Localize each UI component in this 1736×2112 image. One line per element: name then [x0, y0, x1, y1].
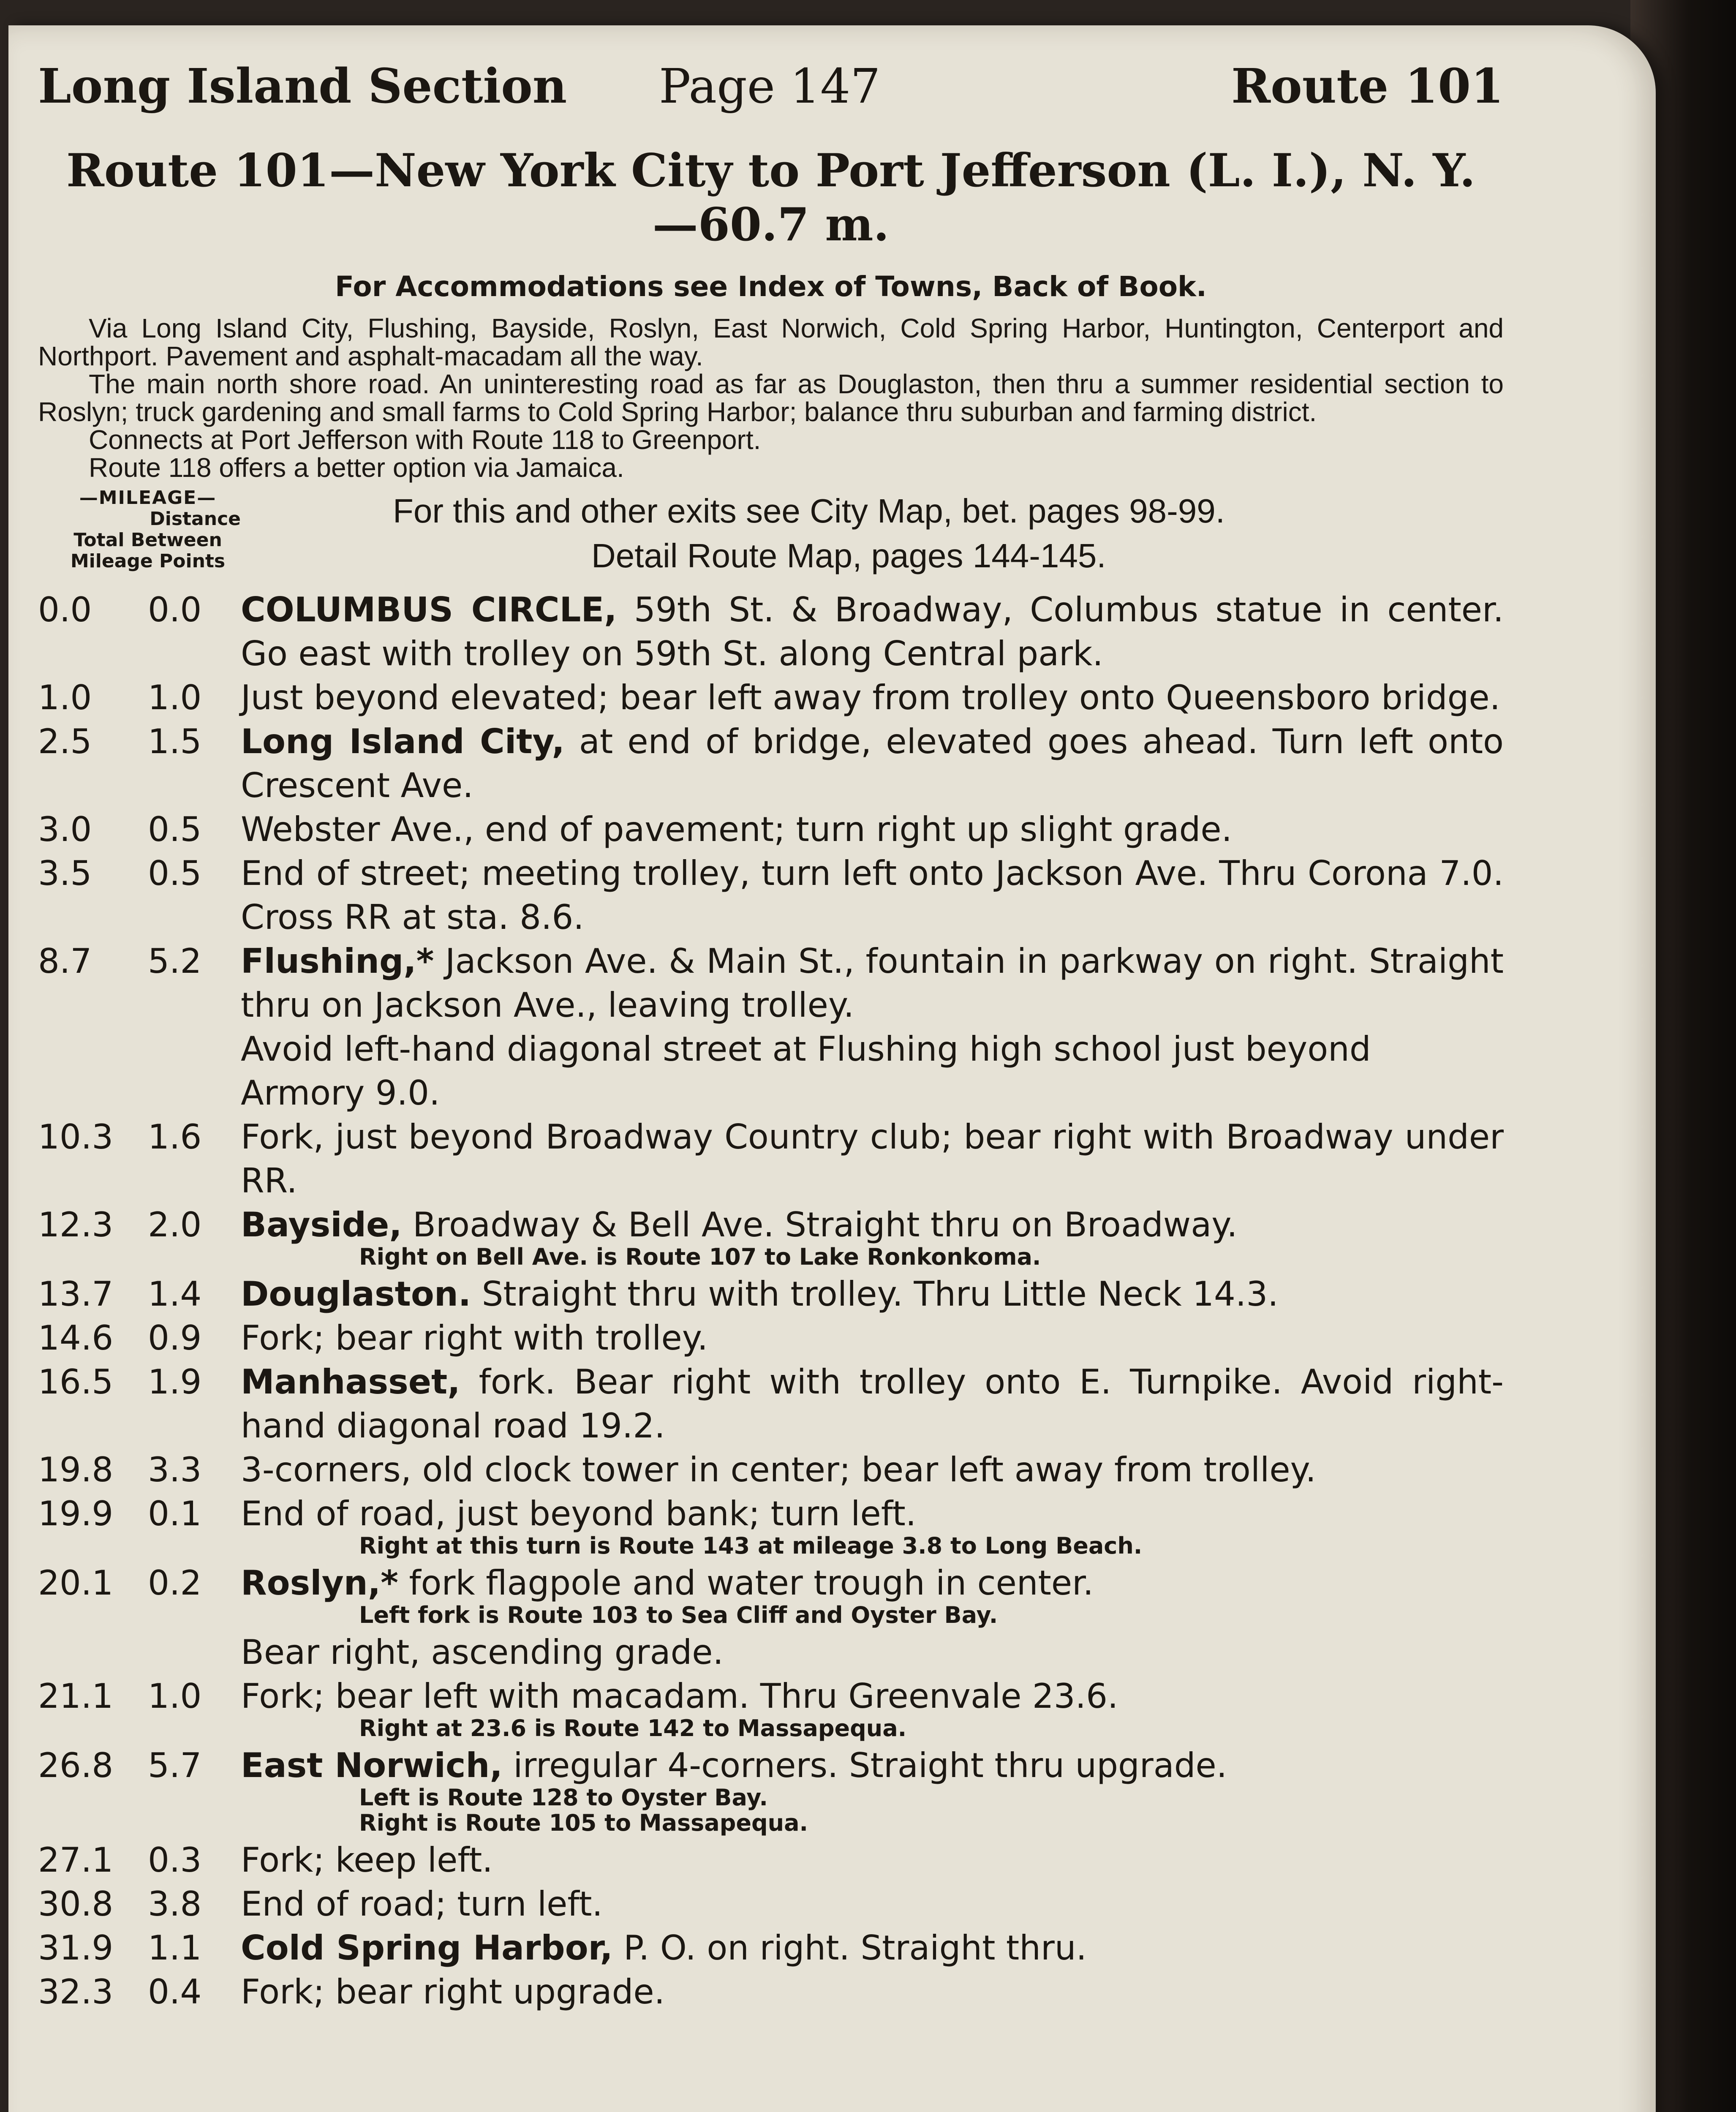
- route-side-note: Right at 23.6 is Route 142 to Massapequa.: [359, 1715, 907, 1742]
- total-mileage: 12.3: [38, 1205, 114, 1244]
- direction-text: [241, 1882, 1504, 1926]
- direction-text: [241, 1926, 1504, 1970]
- total-mileage: 21.1: [38, 1677, 114, 1716]
- direction-detail: Just beyond elevated; bear left away from trolley onto Queensboro bridge.: [241, 678, 1501, 717]
- between-mileage: 1.0: [148, 1677, 202, 1716]
- between-mileage: 0.5: [148, 854, 202, 893]
- direction-detail: Fork, just beyond Broadway Country club; bear right with Broadway under RR.: [241, 1117, 1504, 1200]
- direction-text: [241, 1115, 1504, 1203]
- between-mileage: 0.3: [148, 1840, 202, 1880]
- direction-text: [241, 1272, 1504, 1316]
- route-side-note: Right is Route 105 to Massapequa.: [359, 1810, 808, 1836]
- between-mileage: 1.5: [148, 722, 202, 761]
- place-name: Manhasset,: [241, 1362, 460, 1402]
- between-mileage: 1.9: [148, 1362, 202, 1402]
- route-row: [38, 808, 1504, 852]
- total-mileage: 31.9: [38, 1928, 114, 1968]
- direction-detail: Jackson Ave. & Main St., fountain in parkway on right. Straight thru on Jackson Ave., leaving trolley.: [241, 942, 1504, 1025]
- detail-map-note: Detail Route Map, pages 144-145.: [591, 537, 1106, 574]
- place-name: Flushing,*: [241, 942, 434, 981]
- route-row: [38, 1926, 1504, 1970]
- direction-text: [241, 1674, 1504, 1718]
- total-mileage: 26.8: [38, 1746, 114, 1785]
- intro-via: Via Long Island City, Flushing, Bayside, Roslyn, East Norwich, Cold Spring Harbor, Huntington, Centerport and Northport. Pavement and asphalt-macadam all the way.: [38, 313, 1504, 371]
- between-mileage: 5.7: [148, 1746, 202, 1785]
- direction-text: [241, 939, 1504, 1027]
- direction-detail: 59th St. & Broadway, Columbus statue in center. Go east with trolley on 59th St. along Central park.: [241, 590, 1504, 673]
- place-name: Bayside,: [241, 1205, 402, 1244]
- route-number: Route 101: [1231, 59, 1504, 114]
- between-mileage: 1.4: [148, 1274, 202, 1314]
- place-name: East Norwich,: [241, 1746, 503, 1785]
- place-name: Long Island City,: [241, 722, 565, 761]
- mileage-header: [38, 487, 1504, 585]
- direction-detail: 3-corners, old clock tower in center; bear left away from trolley.: [241, 1450, 1316, 1489]
- direction-text: [241, 1492, 1504, 1536]
- direction-detail: End of street; meeting trolley, turn left onto Jackson Ave. Thru Corona 7.0. Cross RR at sta. 8.6.: [241, 854, 1504, 937]
- route-row: [38, 1744, 1504, 1788]
- total-mileage: 16.5: [38, 1362, 114, 1402]
- route-continuation: Avoid left-hand diagonal street at Flushing high school just beyond Armory 9.0.: [241, 1029, 1371, 1113]
- route-row: [38, 676, 1504, 720]
- direction-detail: irregular 4-corners. Straight thru upgrade.: [502, 1746, 1227, 1785]
- direction-detail: Webster Ave., end of pavement; turn right up slight grade.: [241, 810, 1233, 849]
- route-row: [38, 939, 1504, 1027]
- total-mileage: 20.1: [38, 1563, 114, 1603]
- total-mileage: 27.1: [38, 1840, 114, 1880]
- total-mileage: 13.7: [38, 1274, 114, 1314]
- route-row: [38, 720, 1504, 808]
- direction-detail: Fork; bear right with trolley.: [241, 1318, 708, 1358]
- direction-text: [241, 588, 1504, 676]
- total-mileage: 14.6: [38, 1318, 114, 1358]
- route-row: [38, 852, 1504, 939]
- mileage-caption: [38, 487, 258, 572]
- between-mileage: 3.3: [148, 1450, 202, 1489]
- total-mileage: 19.8: [38, 1450, 114, 1489]
- direction-detail: End of road, just beyond bank; turn left.: [241, 1494, 917, 1533]
- between-mileage: 0.5: [148, 810, 202, 849]
- route-directions: [38, 588, 1504, 2014]
- place-name: Roslyn,*: [241, 1563, 398, 1603]
- direction-text: [241, 720, 1504, 808]
- between-mileage: 1.0: [148, 678, 202, 717]
- between-mileage: 2.0: [148, 1205, 202, 1244]
- route-title: Route 101—New York City to Port Jefferson (L. I.), N. Y. —60.7 m.: [66, 144, 1475, 251]
- page-content: [38, 55, 1504, 2014]
- between-mileage: 5.2: [148, 942, 202, 981]
- direction-detail: Fork; bear left with macadam. Thru Greenvale 23.6.: [241, 1677, 1118, 1716]
- route-side-note: Right on Bell Ave. is Route 107 to Lake Ronkonkoma.: [359, 1244, 1041, 1270]
- route-intro: [38, 314, 1504, 482]
- direction-detail: Fork; keep left.: [241, 1840, 493, 1880]
- direction-text: [241, 1838, 1504, 1882]
- direction-text: [241, 1744, 1504, 1788]
- route-row: [38, 1970, 1504, 2014]
- direction-text: [241, 1360, 1504, 1448]
- between-mileage: 0.9: [148, 1318, 202, 1358]
- route-side-note: Right at this turn is Route 143 at mileage 3.8 to Long Beach.: [359, 1532, 1143, 1559]
- direction-text: [241, 1561, 1504, 1605]
- direction-text: [241, 1970, 1504, 2014]
- route-row: [38, 1838, 1504, 1882]
- direction-detail: Fork; bear right upgrade.: [241, 1972, 665, 2011]
- place-name: Cold Spring Harbor,: [241, 1928, 613, 1968]
- intro-description: The main north shore road. An uninteresting road as far as Douglaston, then thru a summer residential section to Roslyn; truck gardening and small farms to Cold Spring Harbor; balance thru suburban and farming district.: [38, 369, 1504, 427]
- direction-detail: P. O. on right. Straight thru.: [612, 1928, 1087, 1968]
- route-row: [38, 1316, 1504, 1360]
- total-mileage: 10.3: [38, 1117, 114, 1157]
- between-mileage: 0.1: [148, 1494, 202, 1533]
- route-row: [38, 1115, 1504, 1203]
- between-mileage: 0.0: [148, 590, 202, 629]
- route-row: [38, 1203, 1504, 1247]
- total-mileage: 30.8: [38, 1884, 114, 1924]
- book-page: [8, 25, 1656, 2112]
- total-mileage: 19.9: [38, 1494, 114, 1533]
- intro-option: Route 118 offers a better option via Jamaica.: [89, 452, 624, 483]
- direction-detail: Straight thru with trolley. Thru Little Neck 14.3.: [471, 1274, 1279, 1314]
- mileage-label: —MILEAGE—: [79, 487, 217, 509]
- direction-text: [241, 852, 1504, 939]
- between-mileage: 0.4: [148, 1972, 202, 2011]
- route-row: [38, 1882, 1504, 1926]
- total-mileage: 3.5: [38, 854, 92, 893]
- total-mileage: 3.0: [38, 810, 92, 849]
- intro-connects: Connects at Port Jefferson with Route 118 to Greenport.: [89, 425, 761, 455]
- route-row: [38, 1448, 1504, 1492]
- direction-text: [241, 1448, 1504, 1492]
- route-side-note: Left fork is Route 103 to Sea Cliff and Oyster Bay.: [359, 1602, 998, 1628]
- direction-detail: fork flagpole and water trough in center.: [398, 1563, 1094, 1603]
- direction-text: [241, 808, 1504, 852]
- total-mileage: 1.0: [38, 678, 92, 717]
- direction-detail: Broadway & Bell Ave. Straight thru on Broadway.: [402, 1205, 1238, 1244]
- place-name: Douglaston.: [241, 1274, 471, 1314]
- between-mileage: 1.6: [148, 1117, 202, 1157]
- accommodations-note: For Accommodations see Index of Towns, Back of Book.: [335, 270, 1207, 303]
- section-name: Long Island Section: [38, 59, 567, 114]
- distance-label: Distance: [150, 508, 241, 530]
- page-number: Page 147: [659, 59, 881, 114]
- total-mileage: 8.7: [38, 942, 92, 981]
- mileage-points-label: Mileage Points: [70, 550, 226, 572]
- place-name: COLUMBUS CIRCLE,: [241, 590, 617, 629]
- between-mileage: 0.2: [148, 1563, 202, 1603]
- between-mileage: 1.1: [148, 1928, 202, 1968]
- route-row: [38, 1272, 1504, 1316]
- total-mileage: 2.5: [38, 722, 92, 761]
- total-mileage: 0.0: [38, 590, 92, 629]
- total-between-label: Total Between: [73, 529, 222, 551]
- between-mileage: 3.8: [148, 1884, 202, 1924]
- route-row: [38, 588, 1504, 676]
- route-row: [38, 1360, 1504, 1448]
- running-header: [38, 55, 1504, 127]
- direction-text: [241, 1203, 1504, 1247]
- direction-detail: fork. Bear right with trolley onto E. Turnpike. Avoid right-hand diagonal road 19.2.: [241, 1362, 1504, 1445]
- route-row: [38, 1674, 1504, 1718]
- route-row: [38, 1561, 1504, 1605]
- direction-detail: End of road; turn left.: [241, 1884, 603, 1924]
- route-continuation: Bear right, ascending grade.: [241, 1633, 724, 1672]
- total-mileage: 32.3: [38, 1972, 114, 2011]
- direction-detail: at end of bridge, elevated goes ahead. Turn left onto Crescent Ave.: [241, 722, 1504, 805]
- route-side-note: Left is Route 128 to Oyster Bay.: [359, 1784, 768, 1811]
- route-row: [38, 1492, 1504, 1536]
- city-map-note: For this and other exits see City Map, bet. pages 98-99.: [393, 492, 1225, 530]
- direction-text: [241, 1316, 1504, 1360]
- direction-text: [241, 676, 1504, 720]
